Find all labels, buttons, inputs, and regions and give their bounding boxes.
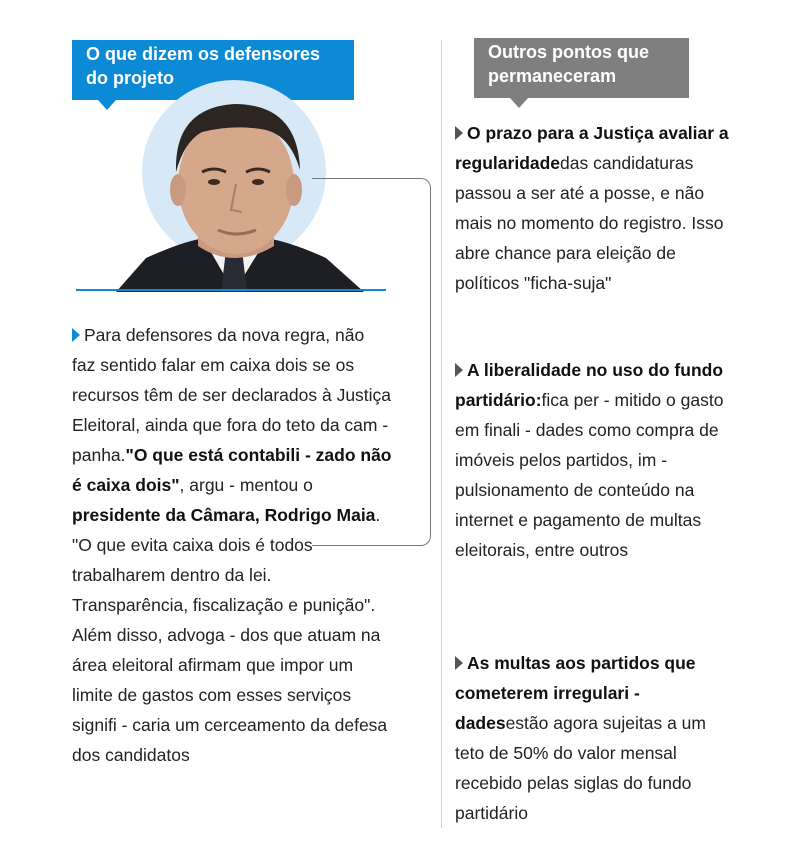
- point-text: estão agora sujeitas a um teto de 50% do valor mensal recebido pelas siglas do fundo partidário: [455, 713, 706, 823]
- defenders-paragraph: [72, 320, 392, 770]
- defenders-header-line1: O que dizem os defensores: [86, 44, 321, 64]
- point-item: [455, 648, 733, 828]
- defenders-header-line2: do projeto: [86, 68, 174, 88]
- other-points-header-line1: Outros pontos que: [488, 42, 649, 62]
- point-text: das candidaturas passou a ser até a posse, e não mais no momento do registro. Isso abre chance para eleição de políticos "ficha-suja": [455, 153, 724, 293]
- point-text: fica per - mitido o gasto em finali - dades como compra de imóveis pelos partidos, im - pulsionamento de conteúdo na internet e pagamento de multas eleitorais, entre outros: [455, 390, 724, 560]
- other-points-header-tag: [474, 38, 689, 98]
- blue-bullet-icon: [72, 328, 80, 342]
- point-item: [455, 355, 733, 565]
- defenders-quote: "O que está contabili - zado não é caixa dois": [72, 445, 392, 495]
- point-item: [455, 118, 733, 298]
- defenders-text-1: Para defensores da nova regra, não faz sentido falar em caixa dois se os recursos têm de ser declarados à Justiça Eleitoral, ainda que fora do teto da cam - panha.: [72, 325, 392, 465]
- other-points-header-line2: permaneceram: [488, 66, 617, 86]
- point-title: As multas aos partidos que cometerem irregulari - dades: [455, 653, 696, 733]
- point-title: O prazo para a Justiça avaliar a regularidade: [455, 123, 729, 173]
- tag-pointer-icon: [510, 98, 528, 108]
- defenders-text-3: . "O que evita caixa dois é todos trabalharem dentro da lei. Transparência, fiscalização e punição". Além disso, advoga - dos que atuam na área eleitoral afirmam que impor um limite de gastos com esses serviços signifi - caria um cerceamento da defesa dos candidatos: [72, 505, 388, 765]
- speaker-name: presidente da Câmara, Rodrigo Maia: [72, 505, 376, 525]
- gray-bullet-icon: [455, 656, 463, 670]
- point-title: A liberalidade no uso do fundo partidário:: [455, 360, 724, 410]
- gray-bullet-icon: [455, 126, 463, 140]
- gray-bullet-icon: [455, 363, 463, 377]
- column-divider: [441, 40, 442, 828]
- defenders-text-2: , argu - mentou o: [179, 475, 313, 495]
